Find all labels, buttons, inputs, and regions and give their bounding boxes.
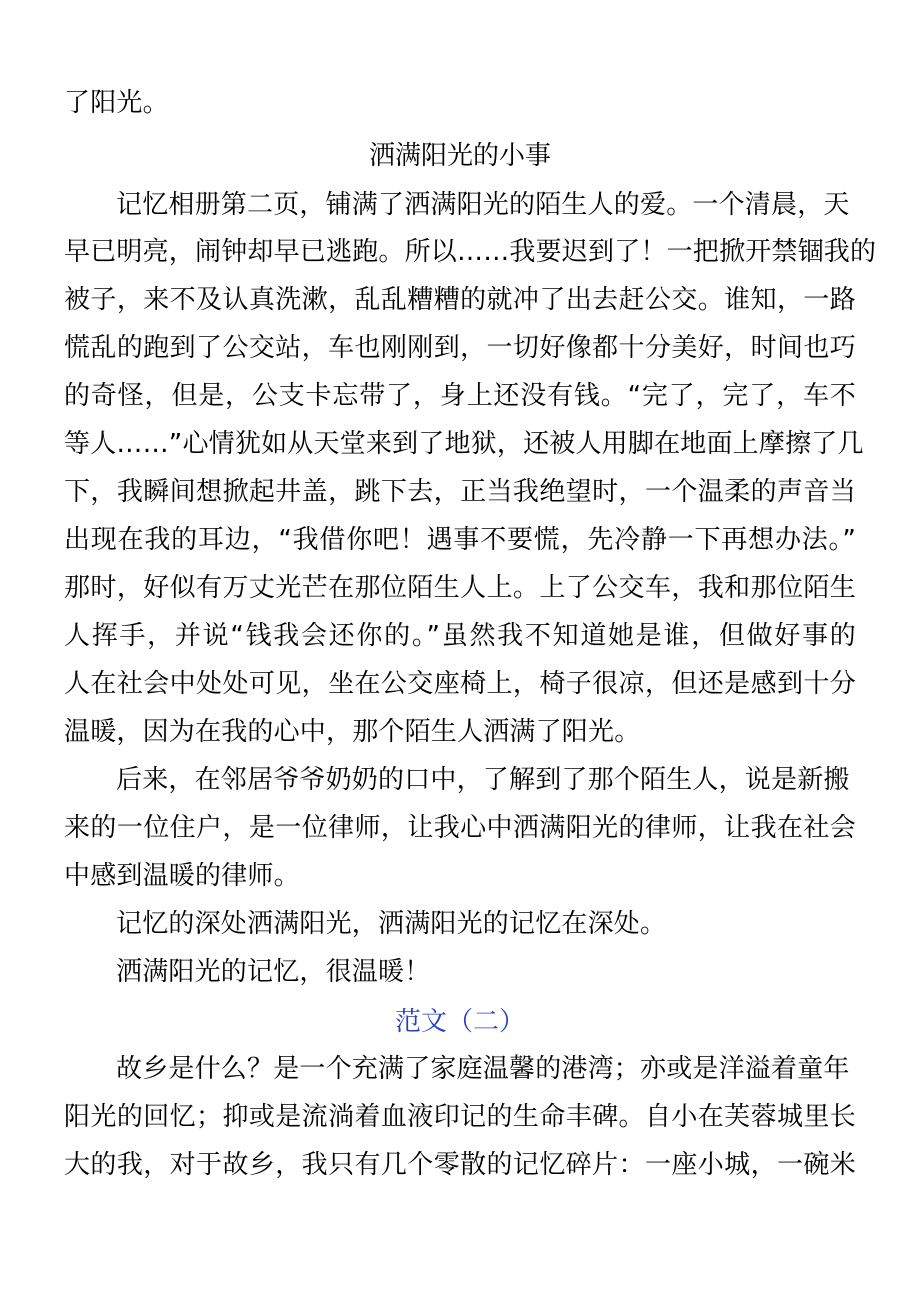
section-heading: 洒满阳光的小事 xyxy=(368,141,551,171)
text-line: 被子，来不及认真洗漱，乱乱糟糟的就冲了出去赶公交。谁知，一路 xyxy=(64,285,856,315)
text-line: 早已明亮，闹钟却早已逃跑。所以……我要迟到了！一把掀开禁锢我的 xyxy=(64,237,877,267)
text-line: 下，我瞬间想掀起井盖，跳下去，正当我绝望时，一个温柔的声音当 xyxy=(64,477,856,507)
sample-essay-heading: 范文（二） xyxy=(394,1007,525,1037)
text-line: 大的我，对于故乡，我只有几个零散的记忆碎片：一座小城，一碗米 xyxy=(64,1150,856,1180)
text-line: 来的一位住户，是一位律师，让我心中洒满阳光的律师，让我在社会 xyxy=(64,813,856,843)
text-line: 故乡是什么？是一个充满了家庭温馨的港湾；亦或是洋溢着童年 xyxy=(116,1054,850,1084)
text-line: 慌乱的跑到了公交站，车也刚刚到，一切好像都十分美好，时间也巧 xyxy=(64,333,856,363)
text-line: 了阳光。 xyxy=(64,88,169,118)
text-line: 温暖，因为在我的心中，那个陌生人洒满了阳光。 xyxy=(64,717,641,747)
text-line: 记忆相册第二页，铺满了洒满阳光的陌生人的爱。一个清晨，天 xyxy=(116,190,850,220)
text-line: 等人……”心情犹如从天堂来到了地狱，还被人用脚在地面上摩擦了几 xyxy=(64,429,864,459)
text-line: 记忆的深处洒满阳光，洒满阳光的记忆在深处。 xyxy=(116,909,667,939)
text-line: 后来，在邻居爷爷奶奶的口中，了解到了那个陌生人，说是新搬 xyxy=(116,765,850,795)
text-line: 出现在我的耳边，“我借你吧！遇事不要慌，先冷静一下再想办法。” xyxy=(64,525,856,555)
text-line: 人在社会中处处可见，坐在公交座椅上，椅子很凉，但还是感到十分 xyxy=(64,669,856,699)
text-line: 的奇怪，但是，公支卡忘带了，身上还没有钱。“完了，完了，车不 xyxy=(64,381,856,411)
text-line: 那时，好似有万丈光芒在那位陌生人上。上了公交车，我和那位陌生 xyxy=(64,573,856,603)
text-line: 洒满阳光的记忆，很温暖！ xyxy=(116,957,431,987)
text-line: 阳光的回忆；抑或是流淌着血液印记的生命丰碑。自小在芙蓉城里长 xyxy=(64,1102,856,1132)
text-line: 中感到温暖的律师。 xyxy=(64,861,300,891)
text-line: 人挥手，并说“钱我会还你的。”虽然我不知道她是谁，但做好事的 xyxy=(64,621,856,651)
